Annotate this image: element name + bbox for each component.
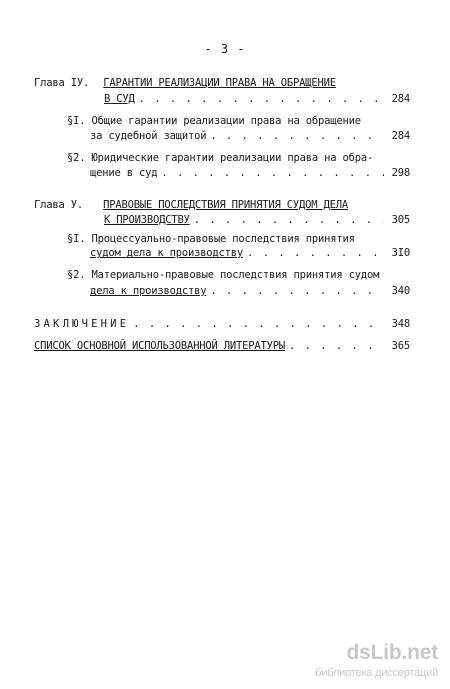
section-4-2-title-line-1: §2. Юридические гарантии реализации права на обра- — [67, 152, 374, 164]
conclusion-title: ЗАКЛЮЧЕНИЕ — [34, 318, 130, 330]
toc-conclusion-row — [34, 317, 410, 331]
conclusion-page: 348 — [391, 318, 410, 330]
toc-section-5-1-row — [90, 246, 410, 260]
dot-leader — [210, 129, 384, 143]
section-4-1-title-line-2: за судебной защитой — [90, 130, 207, 142]
dot-leader — [247, 246, 384, 260]
chapter-4-page: 284 — [391, 93, 410, 105]
section-5-2-page: 340 — [391, 285, 410, 297]
dot-leader — [194, 213, 384, 227]
dot-leader — [210, 284, 384, 298]
section-5-1-page: 3I0 — [391, 247, 410, 259]
section-5-1-title-line-1: §I. Процессуально-правовые последствия принятия — [67, 233, 355, 245]
section-4-2-title-line-2: щение в суд — [90, 167, 158, 179]
toc-section-4-2-row — [90, 166, 410, 180]
watermark — [315, 642, 438, 679]
chapter-5-title-line-1: ПРАВОВЫЕ ПОСЛЕДСТВИЯ ПРИНЯТИЯ СУДОМ ДЕЛА — [103, 199, 348, 211]
toc-section-4-1-row — [90, 129, 410, 143]
watermark-subtitle: библиотека диссертаций — [315, 667, 438, 679]
section-4-2-page: 298 — [391, 167, 410, 179]
toc-chapter-4-heading — [34, 76, 336, 90]
section-5-1-title-line-2: судом дела к производству — [90, 247, 244, 259]
chapter-4-title-line-1: ГАРАНТИИ РЕАЛИЗАЦИИ ПРАВА НА ОБРАЩЕНИЕ — [103, 77, 336, 89]
bibliography-title: СПИСОК ОСНОВНОЙ ИСПОЛЬЗОВАННОЙ ЛИТЕРАТУРЫ — [34, 340, 285, 352]
chapter-5-title-line-2: К ПРОИЗВОДСТВУ — [104, 214, 190, 226]
toc-chapter-4-row — [104, 92, 410, 106]
bibliography-page: 365 — [391, 340, 410, 352]
watermark-logo: dsLib.net — [346, 641, 438, 664]
dot-leader — [289, 339, 384, 353]
toc-chapter-5-row — [104, 213, 410, 227]
section-5-2-title-line-1: §2. Материально-правовые последствия принятия судом — [67, 269, 380, 281]
chapter-4-title-line-2: В СУД — [104, 93, 135, 105]
toc-chapter-5-heading — [34, 198, 348, 212]
dot-leader — [133, 317, 384, 331]
toc-bibliography-row — [34, 339, 410, 353]
chapter-5-label: Глава У. — [34, 199, 83, 211]
section-4-1-title-line-1: §I. Общие гарантии реализации права на обращение — [67, 115, 361, 127]
chapter-4-label: Глава IУ. — [34, 77, 90, 89]
toc-section-5-2-row — [90, 284, 410, 298]
dot-leader — [139, 92, 384, 106]
chapter-5-page: 305 — [391, 214, 410, 226]
section-4-1-page: 284 — [391, 130, 410, 142]
dot-leader — [161, 166, 384, 180]
page-number: - 3 - — [204, 42, 246, 56]
section-5-2-title-line-2: дела к производству — [90, 285, 207, 297]
